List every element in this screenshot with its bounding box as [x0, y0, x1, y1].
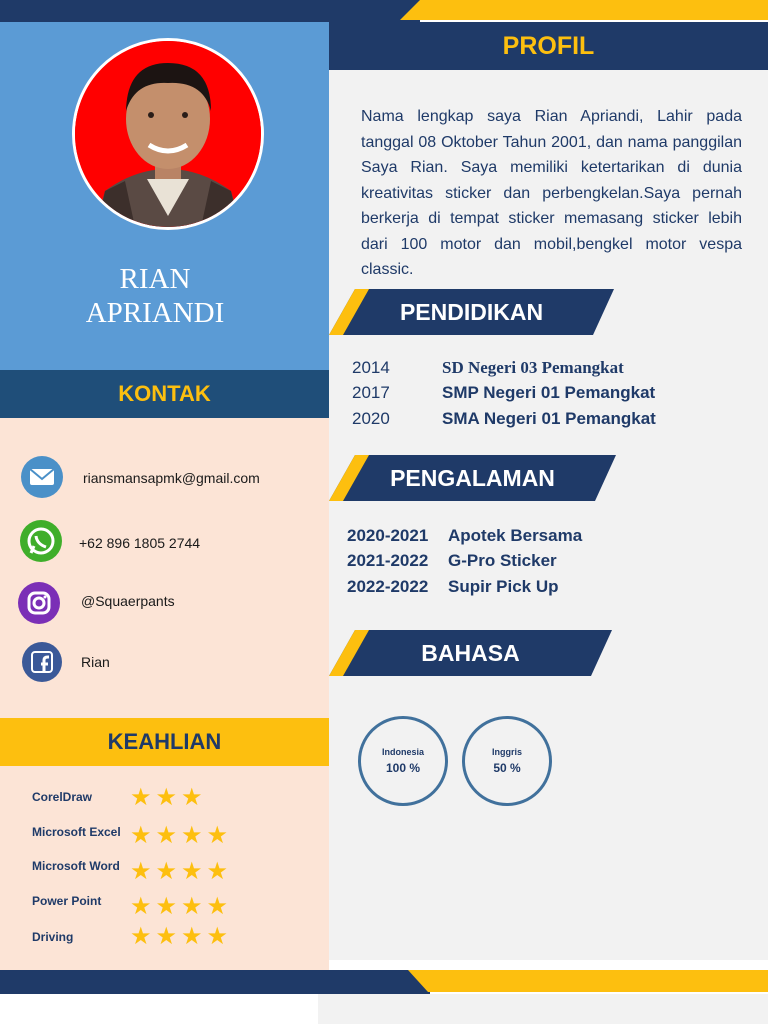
language-level-indonesia: 100 %	[385, 761, 421, 775]
language-name-inggris: Inggris	[491, 747, 522, 757]
star-icon: ★	[181, 893, 207, 920]
pengalaman-ribbon	[329, 455, 616, 501]
pendidikan-title: PENDIDIKAN	[399, 299, 544, 325]
skill-stars-driving	[130, 925, 232, 949]
language-level-inggris: 50 %	[493, 761, 521, 775]
profil-header	[329, 22, 768, 70]
instagram-icon	[18, 582, 60, 624]
skill-label-coreldraw: CorelDraw	[32, 790, 93, 804]
skill-stars-powerpoint	[130, 895, 232, 919]
instagram-text[interactable]: @Squaerpants	[81, 593, 175, 609]
exp-place-1: Apotek Bersama	[448, 526, 583, 545]
star-icon: ★	[130, 858, 156, 885]
facebook-text[interactable]: Rian	[81, 654, 110, 670]
edu-school-1: SD Negeri 03 Pemangkat	[442, 358, 624, 377]
facebook-icon	[22, 642, 62, 682]
edu-year-3: 2020	[352, 409, 390, 428]
top-gold-bar	[400, 0, 768, 22]
star-icon: ★	[155, 822, 182, 849]
skill-label-powerpoint: Power Point	[32, 894, 102, 908]
star-icon: ★	[181, 822, 207, 849]
exp-place-2: G-Pro Sticker	[448, 551, 557, 570]
edu-year-2: 2017	[352, 383, 390, 402]
star-icon: ★	[155, 923, 182, 950]
edu-year-1: 2014	[352, 358, 390, 377]
skill-label-word: Microsoft Word	[32, 859, 120, 873]
skill-stars-coreldraw	[130, 786, 207, 810]
language-name-indonesia: Indonesia	[381, 747, 424, 757]
language-circle-indonesia	[358, 716, 448, 806]
star-icon: ★	[206, 893, 233, 920]
keahlian-title: KEAHLIAN	[107, 729, 222, 754]
bahasa-title: BAHASA	[421, 640, 520, 666]
bahasa-ribbon	[329, 630, 612, 676]
star-icon: ★	[155, 893, 182, 920]
full-name	[0, 262, 310, 330]
keahlian-header	[0, 718, 329, 766]
language-circle-inggris	[462, 716, 552, 806]
pendidikan-ribbon	[329, 289, 614, 335]
star-icon: ★	[206, 858, 233, 885]
star-icon: ★	[155, 858, 182, 885]
exp-period-1: 2020-2021	[347, 526, 429, 545]
exp-period-3: 2022-2022	[347, 577, 429, 596]
edu-school-3: SMA Negeri 01 Pemangkat	[442, 409, 656, 428]
exp-place-3: Supir Pick Up	[448, 577, 559, 596]
star-icon: ★	[206, 822, 233, 849]
email-icon	[21, 456, 63, 498]
star-icon: ★	[155, 784, 182, 811]
email-text[interactable]: riansmansapmk@gmail.com	[83, 470, 260, 486]
star-icon: ★	[130, 923, 156, 950]
profile-photo	[72, 38, 264, 230]
kontak-header	[0, 370, 329, 418]
phone-text[interactable]: +62 896 1805 2744	[79, 535, 201, 551]
skill-stars-word	[130, 860, 232, 884]
star-icon: ★	[181, 858, 207, 885]
star-icon: ★	[130, 784, 156, 811]
star-icon: ★	[206, 923, 233, 950]
kontak-title: KONTAK	[118, 381, 211, 406]
edu-school-2: SMP Negeri 01 Pemangkat	[442, 383, 656, 402]
skill-label-excel: Microsoft Excel	[32, 825, 121, 839]
skill-label-driving: Driving	[32, 930, 74, 944]
star-icon: ★	[181, 784, 207, 811]
profil-title: PROFIL	[502, 32, 595, 60]
skill-stars-excel	[130, 824, 232, 848]
whatsapp-icon	[20, 520, 62, 562]
name-line-1: RIAN	[119, 263, 191, 295]
star-icon: ★	[130, 893, 156, 920]
pengalaman-title: PENGALAMAN	[390, 465, 555, 491]
exp-period-2: 2021-2022	[347, 551, 429, 570]
top-navy-bar	[0, 0, 420, 22]
bottom-gold-bar	[408, 970, 768, 994]
bottom-navy-bar	[0, 970, 430, 994]
star-icon: ★	[130, 822, 156, 849]
person-avatar-icon	[75, 41, 261, 227]
star-icon: ★	[181, 923, 207, 950]
bottom-right-background	[318, 994, 768, 1024]
profil-paragraph: Nama lengkap saya Rian Apriandi, Lahir pada tanggal 08 Oktober Tahun 2001, dan nama panggilan Saya Rian. Saya memiliki ketertarikan di dunia kreativitas sticker dan perbengkelan.Saya pernah berkerja di tempat sticker memasang sticker lebih dari 100 motor dan mobil,bengkel motor vespa classic.	[361, 108, 742, 278]
name-line-2: APRIANDI	[85, 297, 225, 329]
